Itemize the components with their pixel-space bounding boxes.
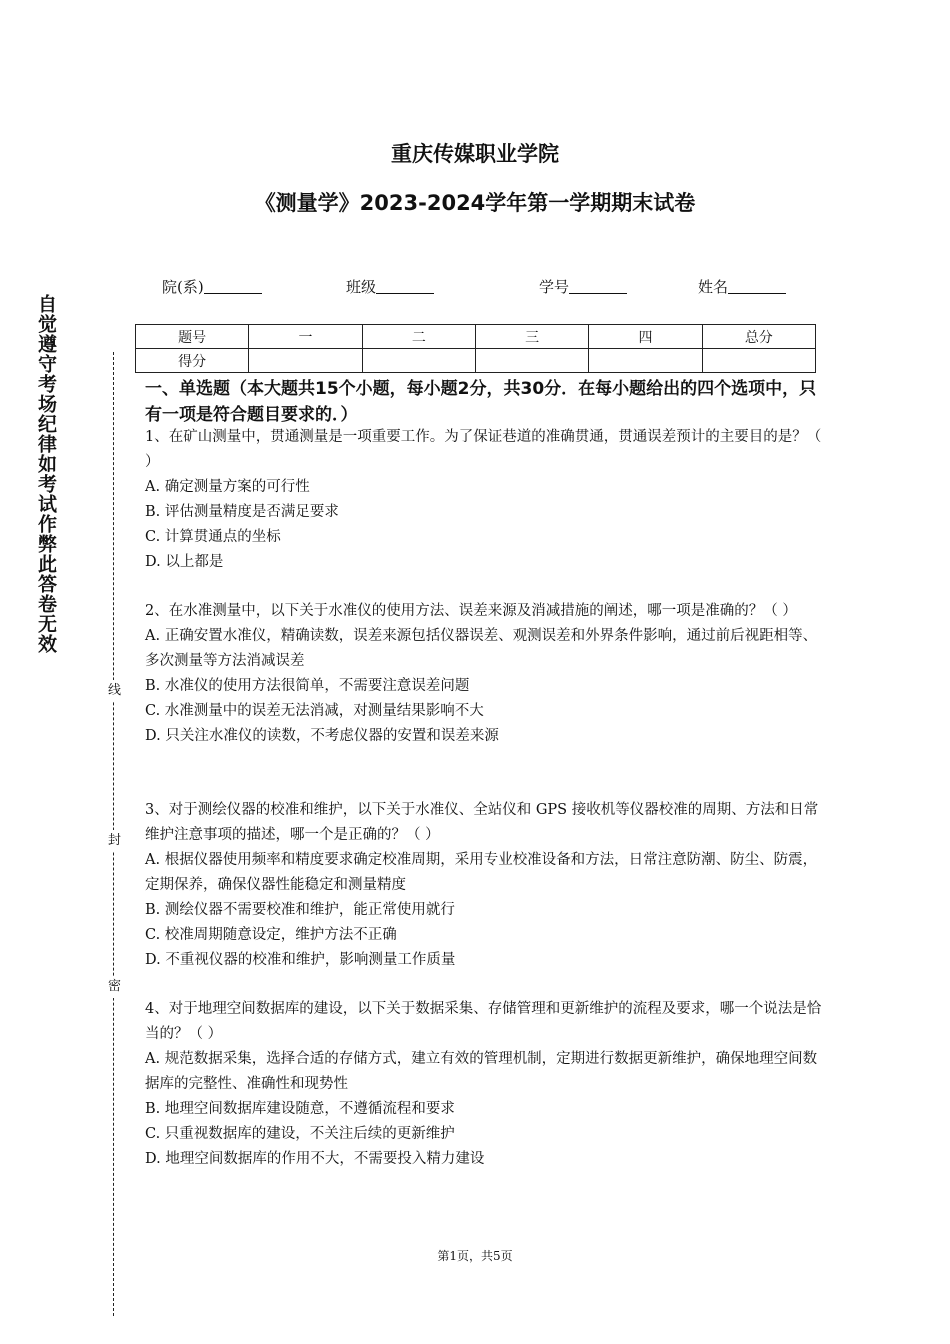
score-table bbox=[135, 324, 816, 373]
option-b[interactable]: B. 测绘仪器不需要校准和维护，能正常使用就行 bbox=[145, 902, 455, 918]
option-c[interactable]: C. 只重视数据库的建设，不关注后续的更新维护 bbox=[145, 1126, 455, 1142]
score-input-cell[interactable] bbox=[475, 349, 588, 373]
class-label: 班级 bbox=[346, 278, 377, 296]
cut-mark-secret: 密 bbox=[108, 976, 121, 998]
exam-title: 《测量学》2023-2024学年第一学期期末试卷 bbox=[254, 191, 696, 215]
question-2 bbox=[145, 599, 825, 749]
question-stem: 4、对于地理空间数据库的建设，以下关于数据采集、存储管理和更新维护的流程及要求，哪一个说法是恰当的？（ ） bbox=[145, 1001, 822, 1042]
school-name: 重庆传媒职业学院 bbox=[391, 142, 559, 166]
page-footer: 第1页，共5页 bbox=[437, 1249, 513, 1263]
option-a[interactable]: A. 正确安置水准仪，精确读数，误差来源包括仪器误差、观测误差和外界条件影响，通过前后视距相等、多次测量等方法消减误差 bbox=[145, 628, 818, 669]
cut-mark-line: 线 bbox=[108, 680, 121, 702]
option-d[interactable]: D. 地理空间数据库的作用不大，不需要投入精力建设 bbox=[145, 1151, 485, 1167]
option-a[interactable]: A. 规范数据采集，选择合适的存储方式，建立有效的管理机制，定期进行数据更新维护，确保地理空间数据库的完整性、准确性和现势性 bbox=[145, 1051, 818, 1092]
option-d[interactable]: D. 以上都是 bbox=[145, 554, 224, 570]
score-cell: 总分 bbox=[702, 325, 815, 349]
option-b[interactable]: B. 地理空间数据库建设随意，不遵循流程和要求 bbox=[145, 1101, 455, 1117]
option-a[interactable]: A. 根据仪器使用频率和精度要求确定校准周期，采用专业校准设备和方法，日常注意防潮、防尘、防震，定期保养，确保仪器性能稳定和测量精度 bbox=[145, 852, 818, 893]
score-cell: 一 bbox=[249, 325, 362, 349]
score-cell: 得分 bbox=[136, 349, 249, 373]
option-b[interactable]: B. 评估测量精度是否满足要求 bbox=[145, 504, 339, 520]
score-table-header-row bbox=[136, 325, 816, 349]
score-cell: 三 bbox=[475, 325, 588, 349]
score-input-cell[interactable] bbox=[362, 349, 475, 373]
option-c[interactable]: C. 水准测量中的误差无法消减，对测量结果影响不大 bbox=[145, 703, 484, 719]
option-c[interactable]: C. 计算贯通点的坐标 bbox=[145, 529, 281, 545]
cut-mark-seal: 封 bbox=[108, 830, 121, 852]
score-cell: 题号 bbox=[136, 325, 249, 349]
question-stem: 3、对于测绘仪器的校准和维护，以下关于水准仪、全站仪和 GPS 接收机等仪器校准的周期、方法和日常维护注意事项的描述，哪一个是正确的？（ ） bbox=[145, 802, 819, 843]
option-c[interactable]: C. 校准周期随意设定，维护方法不正确 bbox=[145, 927, 397, 943]
department-field[interactable] bbox=[162, 276, 262, 297]
name-field[interactable] bbox=[698, 276, 786, 297]
option-d[interactable]: D. 只关注水准仪的读数，不考虑仪器的安置和误差来源 bbox=[145, 728, 499, 744]
score-table-score-row bbox=[136, 349, 816, 373]
department-label: 院(系) bbox=[162, 278, 204, 296]
question-stem: 1、在矿山测量中，贯通测量是一项重要工作。为了保证巷道的准确贯通，贯通误差预计的主要目的是？（ ） bbox=[145, 429, 822, 470]
student-id-label: 学号 bbox=[539, 278, 570, 296]
student-info-row bbox=[0, 276, 950, 300]
score-cell: 二 bbox=[362, 325, 475, 349]
question-stem: 2、在水准测量中，以下关于水准仪的使用方法、误差来源及消减措施的阐述，哪一项是准确的？（ ） bbox=[145, 603, 797, 619]
question-4 bbox=[145, 997, 825, 1172]
option-b[interactable]: B. 水准仪的使用方法很简单，不需要注意误差问题 bbox=[145, 678, 470, 694]
name-label: 姓名 bbox=[698, 278, 729, 296]
question-3 bbox=[145, 798, 825, 973]
question-1 bbox=[145, 425, 825, 575]
student-id-field[interactable] bbox=[539, 276, 627, 297]
option-d[interactable]: D. 不重视仪器的校准和维护，影响测量工作质量 bbox=[145, 952, 456, 968]
score-cell: 四 bbox=[589, 325, 702, 349]
section-heading: 一、单选题（本大题共15个小题，每小题2分，共30分．在每小题给出的四个选项中，只有一项是符合题目要求的．） bbox=[145, 379, 817, 425]
score-input-cell[interactable] bbox=[589, 349, 702, 373]
class-field[interactable] bbox=[346, 276, 434, 297]
score-input-cell[interactable] bbox=[702, 349, 815, 373]
score-input-cell[interactable] bbox=[249, 349, 362, 373]
side-notice: 自觉遵守考场纪律如考试作弊此答卷无效 bbox=[35, 294, 57, 654]
option-a[interactable]: A. 确定测量方案的可行性 bbox=[145, 479, 310, 495]
